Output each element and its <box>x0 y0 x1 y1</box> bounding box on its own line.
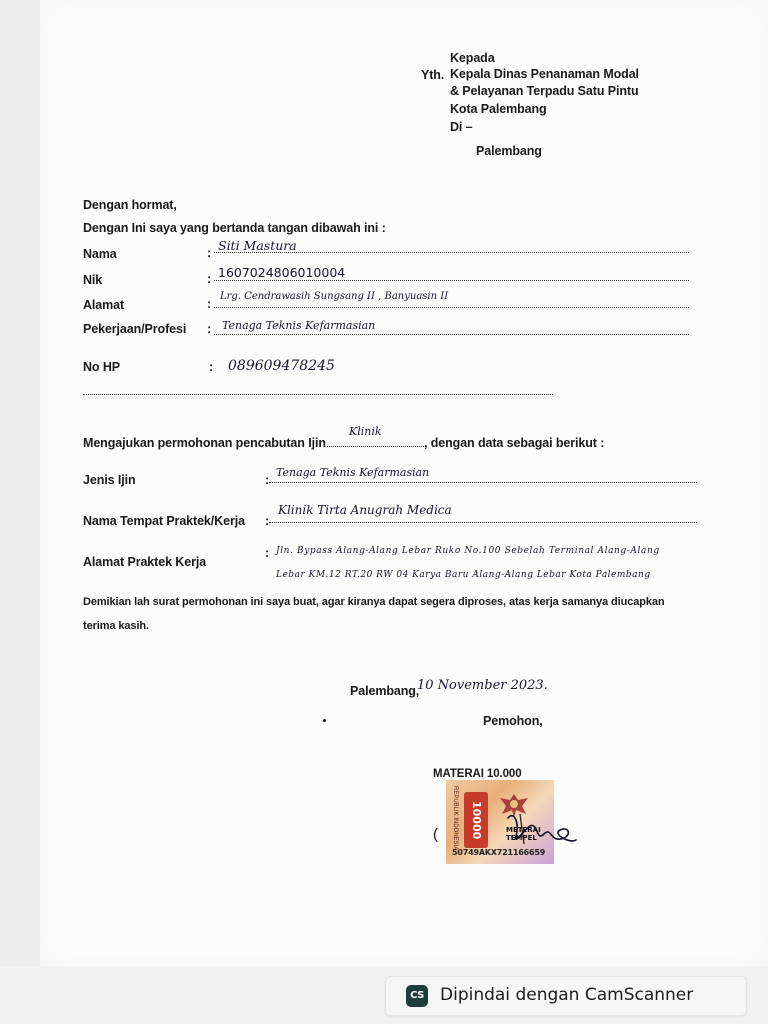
colon: : <box>207 322 212 336</box>
jenis-line <box>269 482 697 483</box>
camscanner-logo-icon: CS <box>406 985 428 1007</box>
nohp-line <box>83 394 553 395</box>
alamat-value: Lrg. Cendrawasih Sungsang II , Banyuasin II <box>220 291 449 302</box>
nohp-value: 089609478245 <box>228 358 335 374</box>
izin-line <box>327 446 424 447</box>
colon: : <box>265 473 270 487</box>
stamp-value: 10000 <box>464 792 488 848</box>
tempat-value: Klinik Tirta Anugrah Medica <box>278 503 452 517</box>
recipient-line2: & Pelayanan Terpadu Satu Pintu <box>450 84 639 98</box>
colon: : <box>209 360 214 374</box>
recipient-line3: Kota Palembang <box>450 102 547 116</box>
jenis-value: Tenaga Teknis Kefarmasian <box>276 466 430 479</box>
nama-line <box>214 252 689 253</box>
open-paren: ( <box>433 826 438 843</box>
intro-line: Dengan Ini saya yang bertanda tangan dibawah ini : <box>83 221 386 235</box>
scanned-paper <box>40 0 768 966</box>
materai-label: MATERAI 10.000 <box>433 768 522 780</box>
nama-label: Nama <box>83 247 117 261</box>
pekerjaan-label: Pekerjaan/Profesi <box>83 322 187 336</box>
recipient-line1: Kepala Dinas Penanaman Modal <box>450 67 639 81</box>
nama-value: Siti Mastura <box>218 238 297 253</box>
nik-value: 1607024806010004 <box>218 265 346 280</box>
alamat-line <box>214 307 689 308</box>
camscanner-badge <box>385 976 747 1016</box>
greeting: Dengan hormat, <box>83 198 177 212</box>
colon: : <box>265 546 270 560</box>
closing-line2: terima kasih. <box>83 620 149 632</box>
stamp-serial: 50749AKX721166659 <box>452 848 546 857</box>
recipient-yth: Yth. <box>421 68 445 82</box>
alamat-label: Alamat <box>83 298 125 312</box>
sign-place: Palembang, <box>350 684 420 698</box>
ink-dot <box>323 719 326 722</box>
colon: : <box>207 297 212 311</box>
sign-role: Pemohon, <box>483 714 543 728</box>
closing-line1: Demikian lah surat permohonan ini saya buat, agar kiranya dapat segera diproses, atas kerja samanya diucapkan <box>83 596 665 608</box>
recipient-city: Palembang <box>476 144 542 158</box>
colon: : <box>265 514 270 528</box>
tempat-label: Nama Tempat Praktek/Kerja <box>83 514 245 528</box>
stamp-side-text: REPUBLIK INDONESIA <box>452 786 458 851</box>
tempat-line <box>269 522 697 523</box>
recipient-kepada: Kepada <box>450 51 495 65</box>
nik-line <box>214 280 689 281</box>
nik-label: Nik <box>83 273 103 287</box>
sign-date: 10 November 2023. <box>417 678 548 693</box>
stamp-label: METERAI TEMPEL <box>506 826 541 842</box>
colon: : <box>207 272 212 286</box>
jenis-label: Jenis Ijin <box>83 473 136 487</box>
colon: : <box>207 246 212 260</box>
handwritten-signature <box>480 800 580 860</box>
izin-value: Klinik <box>349 425 382 438</box>
camscanner-label: Dipindai dengan CamScanner <box>440 985 694 1005</box>
alamat-praktek-line1: Jln. Bypass Alang-Alang Lebar Ruko No.100 Sebelah Terminal Alang-Alang <box>276 546 660 556</box>
alamat-praktek-label: Alamat Praktek Kerja <box>83 555 207 569</box>
request-suffix: , dengan data sebagai berikut : <box>424 436 605 450</box>
pekerjaan-value: Tenaga Teknis Kefarmasian <box>222 319 376 332</box>
pekerjaan-line <box>214 334 689 335</box>
request-prefix: Mengajukan permohonan pencabutan Ijin <box>83 436 326 450</box>
recipient-line4: Di – <box>450 120 473 134</box>
alamat-praktek-line2: Lebar KM.12 RT.20 RW 04 Karya Baru Alang-Alang Lebar Kota Palembang <box>276 570 651 580</box>
nohp-label: No HP <box>83 360 121 374</box>
